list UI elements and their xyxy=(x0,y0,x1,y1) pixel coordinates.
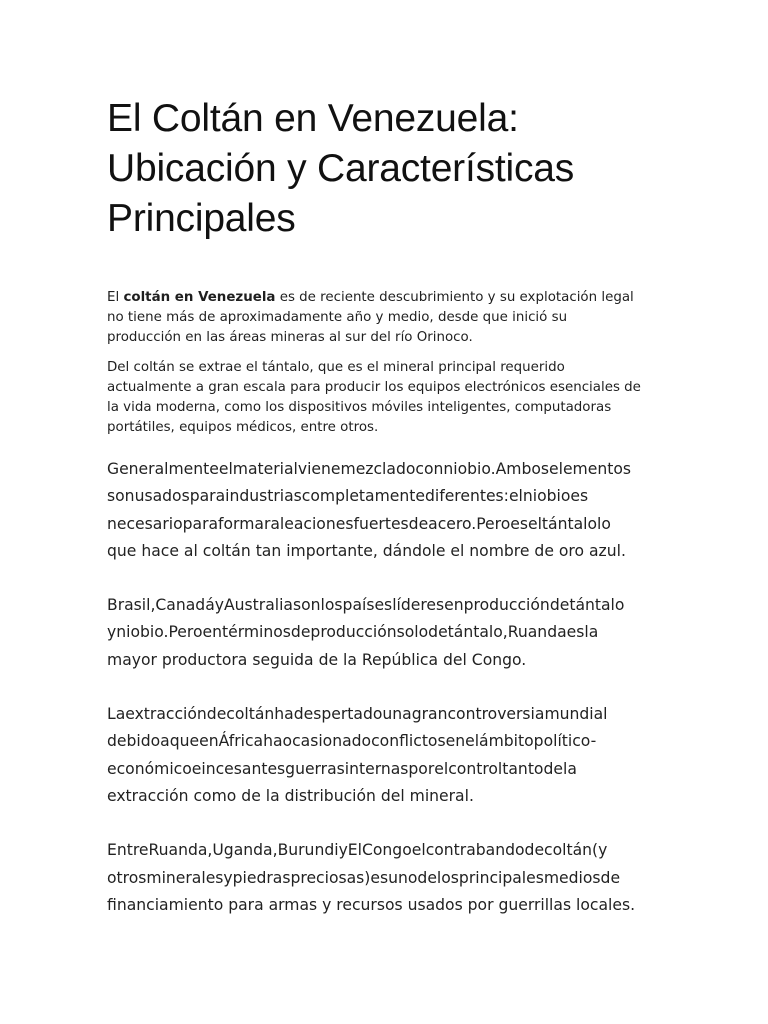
word: ocasionado xyxy=(282,732,372,751)
word: otros xyxy=(107,868,147,887)
word: el xyxy=(508,487,523,506)
paragraph-line xyxy=(107,837,668,864)
word: completamente xyxy=(301,487,425,506)
word: Entre xyxy=(107,841,149,860)
word: Generalmente xyxy=(107,460,219,478)
paragraph-line xyxy=(107,288,668,308)
word: internas xyxy=(344,759,409,778)
title-line: Ubicación y Características xyxy=(107,147,575,190)
word: ha xyxy=(274,705,294,724)
paragraph-line: extracción como de la distribución del mineral. xyxy=(107,786,474,805)
word: tántalo, xyxy=(447,623,508,642)
word: viene xyxy=(297,460,341,478)
paragraph-line: producción en las áreas mineras al sur del río Orinoco. xyxy=(107,330,473,345)
paragraph-line: no tiene más de aproximadamente año y medio, desde que inició su xyxy=(107,310,568,325)
word: y xyxy=(107,623,117,642)
word: y xyxy=(338,841,348,860)
word: en xyxy=(199,732,219,751)
word: que xyxy=(169,732,200,751)
word: tanto xyxy=(502,759,544,778)
paragraph-line xyxy=(107,728,668,755)
word: el xyxy=(218,460,233,478)
word: minerales xyxy=(146,868,224,887)
word: la xyxy=(584,623,599,642)
word: Pero xyxy=(168,623,203,642)
word: el xyxy=(527,514,542,533)
word: Congo xyxy=(361,841,412,860)
word: Burundi xyxy=(277,841,339,860)
word: conflictos xyxy=(371,732,446,751)
paragraph-line: la vida moderna, como los dispositivos móviles inteligentes, computadoras xyxy=(107,400,612,415)
word: Canadá xyxy=(155,596,215,615)
paragraph-line xyxy=(107,456,668,483)
word: Brasil, xyxy=(107,596,156,615)
word: con xyxy=(415,460,444,478)
word: diferentes: xyxy=(424,487,509,506)
word: extracción xyxy=(125,705,207,724)
word: debido xyxy=(107,732,161,751)
word: acero. xyxy=(428,514,477,533)
word: de xyxy=(543,759,563,778)
word: producción xyxy=(463,596,550,615)
word: son xyxy=(292,596,321,615)
word: ámbito xyxy=(479,732,534,751)
word: a xyxy=(160,732,170,751)
paragraph-line: actualmente a gran escala para producir los equipos electrónicos esenciales de xyxy=(107,380,641,395)
word: el xyxy=(465,732,480,751)
word: son xyxy=(107,487,135,506)
word: en xyxy=(445,732,466,751)
paragraph-line: que hace al coltán tan importante, dándole el nombre de oro azul. xyxy=(107,541,626,560)
word: gran xyxy=(411,705,448,724)
word: económico xyxy=(107,759,192,778)
word: incesantes xyxy=(201,759,286,778)
word: Ruanda xyxy=(507,623,567,642)
word: coltán xyxy=(544,841,593,860)
word: de xyxy=(428,623,448,642)
word: por xyxy=(408,759,435,778)
word: usados xyxy=(134,487,190,506)
word: solo xyxy=(396,623,429,642)
word: es xyxy=(370,868,389,887)
paragraph-line: financiamiento para armas y recursos usados por guerrillas locales. xyxy=(107,895,636,914)
paragraph-line xyxy=(107,756,668,783)
paragraph-line xyxy=(107,511,668,538)
word: de xyxy=(600,868,621,887)
word: tántalo xyxy=(541,514,598,533)
word: la xyxy=(562,759,577,778)
intro-bold-term: coltán en Venezuela xyxy=(123,290,276,305)
intro-paragraph xyxy=(107,288,668,348)
word: líderes xyxy=(392,596,445,615)
word: y xyxy=(223,868,233,887)
word: niobio. xyxy=(116,623,169,642)
word: coltán xyxy=(226,705,275,724)
word: para xyxy=(189,487,226,506)
word: en xyxy=(202,623,222,642)
word: control xyxy=(448,759,503,778)
word: es xyxy=(566,623,585,642)
word: El xyxy=(347,841,362,860)
word: formar xyxy=(218,514,271,533)
paragraph-line: mayor productora seguida de la República del Congo. xyxy=(107,650,527,669)
word: de xyxy=(417,868,437,887)
page-title xyxy=(107,94,668,244)
intro-rest: es de reciente descubrimiento y su explotación legal xyxy=(275,290,634,305)
word: Uganda, xyxy=(212,841,278,860)
word: es xyxy=(570,487,589,506)
word: despertado xyxy=(293,705,383,724)
word: para xyxy=(182,514,219,533)
word: niobio xyxy=(522,487,571,506)
word: los xyxy=(436,868,459,887)
word: Ambos xyxy=(495,460,550,478)
word: el xyxy=(411,841,426,860)
paragraph-line xyxy=(107,619,668,646)
word: el xyxy=(434,759,449,778)
word: tántalo xyxy=(569,596,625,615)
word: elementos xyxy=(549,460,631,478)
contrabando-paragraph xyxy=(107,837,668,919)
word: guerras xyxy=(285,759,345,778)
word: uno xyxy=(388,868,418,887)
word: producción xyxy=(310,623,397,642)
paragraph-line: Del coltán se extrae el tántalo, que es el mineral principal requerido xyxy=(107,360,565,375)
word: ha xyxy=(263,732,283,751)
word: industrias xyxy=(225,487,302,506)
word: niobio. xyxy=(443,460,496,478)
paragraph-line xyxy=(107,483,668,510)
word: necesario xyxy=(107,514,183,533)
paragraph-line: portátiles, equipos médicos, entre otros. xyxy=(107,420,379,435)
word: Ruanda, xyxy=(148,841,213,860)
paragraph-line xyxy=(107,701,668,728)
word: mundial xyxy=(544,705,608,724)
word: de xyxy=(290,623,311,642)
word: fuertes xyxy=(353,514,409,533)
word: piedras xyxy=(232,868,291,887)
word: Australia xyxy=(224,596,293,615)
word: preciosas) xyxy=(290,868,371,887)
word: términos xyxy=(222,623,291,642)
word: países xyxy=(342,596,393,615)
word: África xyxy=(218,732,264,751)
word: (y xyxy=(592,841,608,860)
word: en xyxy=(444,596,464,615)
paragraph-line xyxy=(107,865,668,892)
word: de xyxy=(549,596,570,615)
word: principales xyxy=(458,868,544,887)
word: Pero xyxy=(476,514,511,533)
word: La xyxy=(107,705,126,724)
word: lo xyxy=(597,514,611,533)
word: aleaciones xyxy=(270,514,354,533)
intro-lead: El xyxy=(107,290,124,305)
word: y xyxy=(214,596,224,615)
word: material xyxy=(232,460,298,478)
word: los xyxy=(320,596,343,615)
title-line: Principales xyxy=(107,197,296,240)
word: de xyxy=(524,841,545,860)
niobio-paragraph xyxy=(107,456,668,565)
paises-paragraph xyxy=(107,592,668,674)
word: e xyxy=(191,759,202,778)
word: es xyxy=(510,514,528,533)
tantalo-paragraph xyxy=(107,358,668,438)
word: de xyxy=(206,705,227,724)
word: contrabando xyxy=(425,841,525,860)
word: mezclado xyxy=(340,460,416,478)
paragraph-line xyxy=(107,592,668,619)
word: controversia xyxy=(447,705,545,724)
word: de xyxy=(408,514,429,533)
word: político- xyxy=(533,732,597,751)
controversia-paragraph xyxy=(107,701,668,810)
word: una xyxy=(382,705,412,724)
word: medios xyxy=(543,868,601,887)
title-line: El Coltán en Venezuela: xyxy=(107,97,519,140)
